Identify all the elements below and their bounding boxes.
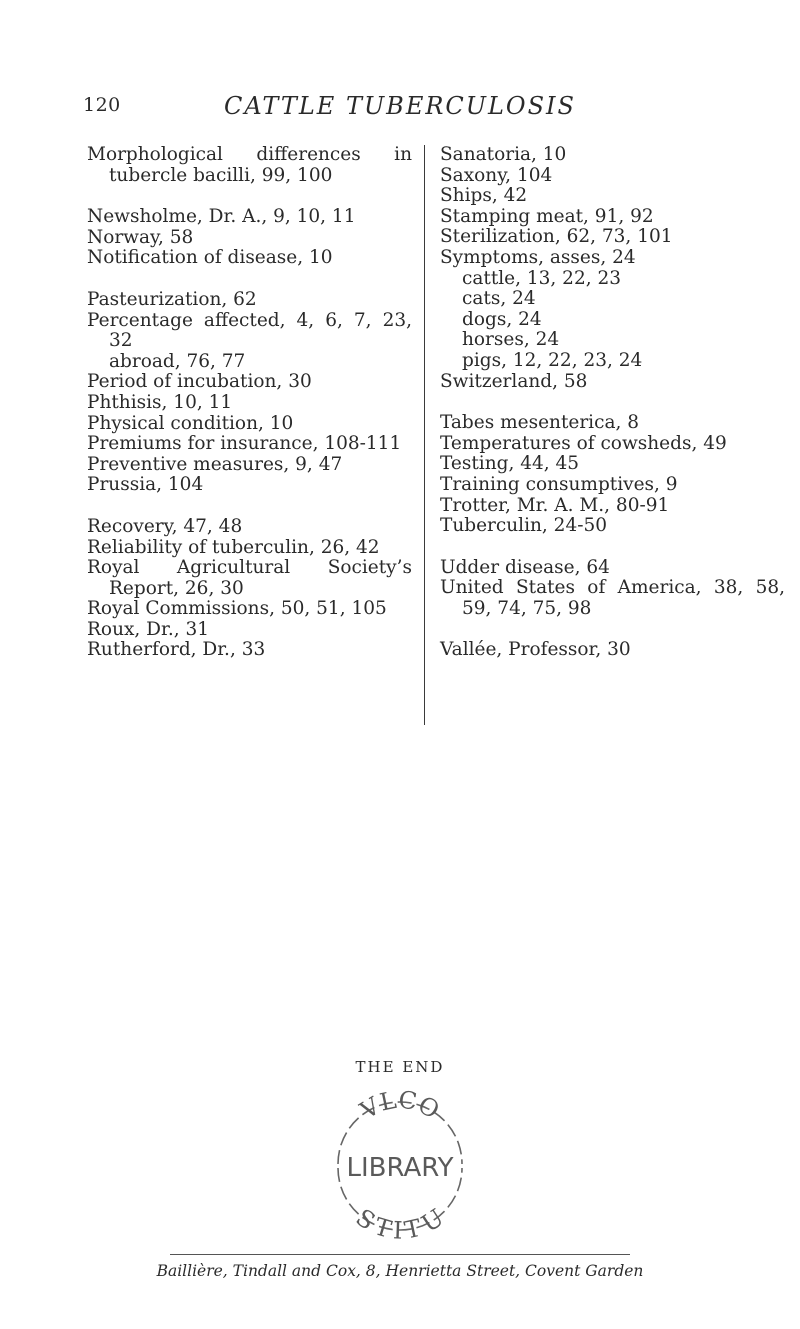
- index-entry: Reliability of tuberculin, 26, 42: [87, 536, 380, 558]
- right-gap: [440, 619, 785, 640]
- index-entry: Switzerland, 58: [440, 370, 588, 392]
- stamp-bottom-text: STITU: [350, 1203, 449, 1241]
- index-entry: Phthisis, 10, 11: [87, 391, 233, 413]
- column-divider: [424, 145, 425, 725]
- index-entry: Morphological differences in tubercle bacilli, 99, 100: [87, 144, 412, 186]
- index-entry: Udder disease, 64: [440, 556, 610, 578]
- index-entry: Sanatoria, 10: [440, 144, 567, 165]
- index-subentry: horses, 24: [462, 329, 560, 351]
- index-entry: Roux, Dr., 31: [87, 618, 210, 640]
- imprint: Baillière, Tindall and Cox, 8, Henrietta Street, Covent Garden: [156, 1262, 644, 1280]
- index-entry: Percentage affected, 4, 6, 7, 23, 32: [87, 309, 412, 352]
- index-entry: Royal Agricultural Society’s Report, 26, 30: [87, 557, 412, 599]
- index-entry: Premiums for insurance, 108-111: [87, 433, 402, 455]
- index-entry: Training consumptives, 9: [440, 473, 678, 495]
- index-column-right: [440, 145, 785, 661]
- index-entry: United States of America, 38, 58, 59, 74, 75, 98: [440, 577, 785, 619]
- right-gap: [440, 537, 785, 558]
- index-entry: Vallée, Professor, 30: [440, 639, 631, 661]
- index-entry: Notification of disease, 10: [87, 247, 333, 269]
- index-entry: Tabes mesenterica, 8: [440, 412, 640, 434]
- index-subentry: abroad, 76, 77: [109, 350, 246, 372]
- left-gap: [87, 496, 412, 517]
- library-stamp: [310, 1076, 490, 1241]
- running-title: CATTLE TUBERCULOSIS: [224, 92, 576, 120]
- left-gap: [87, 186, 412, 207]
- index-entry: Physical condition, 10: [87, 412, 294, 434]
- index-entry: Temperatures of cowsheds, 49: [440, 432, 727, 454]
- index-entry: Symptoms, asses, 24: [440, 246, 636, 268]
- index-entry: Tuberculin, 24-50: [440, 515, 608, 537]
- index-entry: Period of incubation, 30: [87, 371, 312, 393]
- page-number: 120: [83, 94, 121, 116]
- footer-rule: [170, 1254, 630, 1255]
- index-subentry: pigs, 12, 22, 23, 24: [462, 349, 643, 371]
- stamp-top-text: VLCO: [355, 1085, 445, 1125]
- index-entry: Royal Commissions, 50, 51, 105: [87, 598, 387, 620]
- stamp-middle-text: LIBRARY: [346, 1153, 454, 1183]
- running-head: [0, 92, 800, 122]
- index-entry: Preventive measures, 9, 47: [87, 453, 343, 475]
- index-entry: Saxony, 104: [440, 164, 553, 186]
- index-entry: Stamping meat, 91, 92: [440, 205, 654, 227]
- index-entry: Norway, 58: [87, 226, 194, 248]
- index-subentry: cats, 24: [462, 288, 536, 310]
- index-entry: Testing, 44, 45: [440, 453, 580, 475]
- index-entry: Recovery, 47, 48: [87, 515, 243, 537]
- right-gap: [440, 392, 785, 413]
- index-column-left: [87, 145, 412, 661]
- index-entry: Trotter, Mr. A. M., 80-91: [440, 494, 670, 516]
- index-subentry: cattle, 13, 22, 23: [462, 267, 622, 289]
- index-entry: Ships, 42: [440, 185, 528, 207]
- index-entry: Newsholme, Dr. A., 9, 10, 11: [87, 206, 356, 228]
- left-gap: [87, 269, 412, 290]
- index-entry: Sterilization, 62, 73, 101: [440, 226, 673, 248]
- index-entry: Pasteurization, 62: [87, 288, 257, 310]
- the-end: THE END: [355, 1058, 445, 1076]
- index-entry: Prussia, 104: [87, 474, 204, 496]
- index-entry: Rutherford, Dr., 33: [87, 639, 266, 661]
- index-subentry: dogs, 24: [462, 308, 542, 330]
